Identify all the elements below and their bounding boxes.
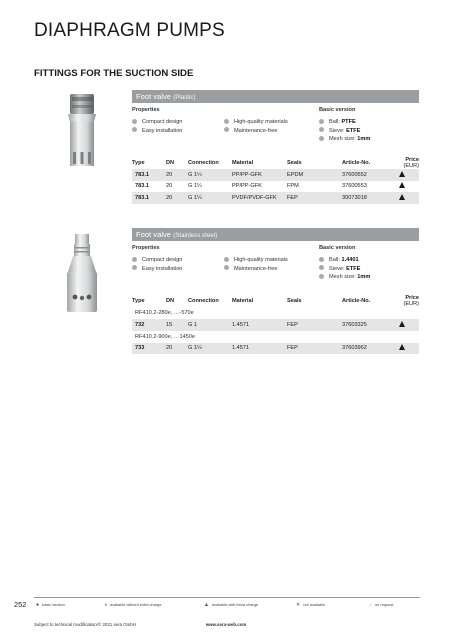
table-group-row: RF410.2-900e, …1450e	[135, 333, 196, 340]
basic-item: Ball: 1.4401	[319, 256, 370, 265]
product-header: Foot valve (Stainless steel)	[132, 228, 419, 241]
property-item: Maintenance-free	[224, 127, 288, 136]
product-properties: Properties Basic version Compact design Easy installation High-quality materials Maintenance-free Ball: 1.4401 Sieve: ETFE Mesh size: 1mm	[132, 245, 371, 280]
product-table	[132, 156, 419, 204]
plastic-foot-valve-image	[52, 92, 112, 170]
product-steel-foot-valve	[34, 228, 420, 478]
section-title: FITTINGS FOR THE SUCTION SIDE	[34, 68, 194, 79]
table-group-row: RF410.2-280e, …-570e	[135, 310, 194, 316]
half-circle-icon: ◑	[104, 602, 108, 608]
basic-item: Ball: PTFE	[319, 118, 370, 127]
basic-item: Mesh size: 1mm	[319, 273, 370, 282]
extra-charge-icon	[399, 194, 405, 200]
extra-charge-icon	[399, 171, 405, 177]
cross-icon: ✕	[296, 602, 301, 608]
extra-charge-icon	[399, 321, 405, 327]
page-number: 252	[14, 600, 27, 609]
extra-charge-icon	[399, 344, 405, 350]
table-header: Type DN Connection Material Seals Article-No. Price (EUR)	[132, 156, 419, 169]
footer-website-link[interactable]: www.sera-web.com	[205, 622, 247, 627]
table-header: Type DN Connection Material Seals Article-No. Price (EUR)	[132, 294, 419, 307]
table-row: 783.1 20 G 1¼ PP/PP-GFK EPDM 37600552	[132, 169, 419, 181]
footer-disclaimer: Subject to technical modification!	[34, 622, 98, 627]
basic-item: Sieve: ETFE	[319, 265, 370, 274]
property-item: Compact design	[132, 118, 182, 127]
property-item: Easy installation	[132, 265, 182, 274]
table-row: 783.1 20 G 1¼ PP/PP-GFK FPM 37600553	[132, 181, 419, 193]
product-table	[132, 294, 419, 354]
legend-on-request: ◌ on request	[369, 602, 394, 608]
property-item: High-quality materials	[224, 118, 288, 127]
basic-item: Mesh size: 1mm	[319, 135, 370, 144]
table-row: 783.1 20 G 1¼ PVDF/PVDF-GFK FEP 30073018	[132, 192, 419, 204]
table-row: 733 20 G 1¼ 1.4571 FEP 37603962	[132, 343, 419, 355]
triangle-icon: ▲	[204, 602, 209, 608]
property-item: Maintenance-free	[224, 265, 288, 274]
filled-circle-icon: ●	[36, 602, 40, 608]
table-row: 732 15 G 1 1.4571 FEP 37603325	[132, 319, 419, 331]
property-item: Easy installation	[132, 127, 182, 136]
basic-item: Sieve: ETFE	[319, 127, 370, 136]
on-request-icon: ◌	[369, 602, 372, 608]
property-item: Compact design	[132, 256, 182, 265]
steel-foot-valve-image	[52, 232, 112, 316]
property-item: High-quality materials	[224, 256, 288, 265]
legend-no-charge: ◑ available without extra charge	[104, 602, 162, 608]
legend-not-available: ✕ not available	[296, 602, 326, 608]
product-header: Foot valve (Plastic)	[132, 90, 419, 103]
footer-divider	[34, 597, 420, 598]
legend-basic: ● basic version	[36, 602, 65, 608]
legend-extra: ▲ available with extra charge	[204, 602, 259, 608]
extra-charge-icon	[399, 182, 405, 188]
page-title: DIAPHRAGM PUMPS	[34, 20, 225, 41]
product-properties: Properties Basic version Compact design Easy installation High-quality materials Maintenance-free Ball: PTFE Sieve: ETFE Mesh size: 1mm	[132, 107, 371, 142]
product-plastic-foot-valve	[34, 90, 420, 250]
footer-copyright: © 2021 sera GmbH	[98, 622, 136, 627]
